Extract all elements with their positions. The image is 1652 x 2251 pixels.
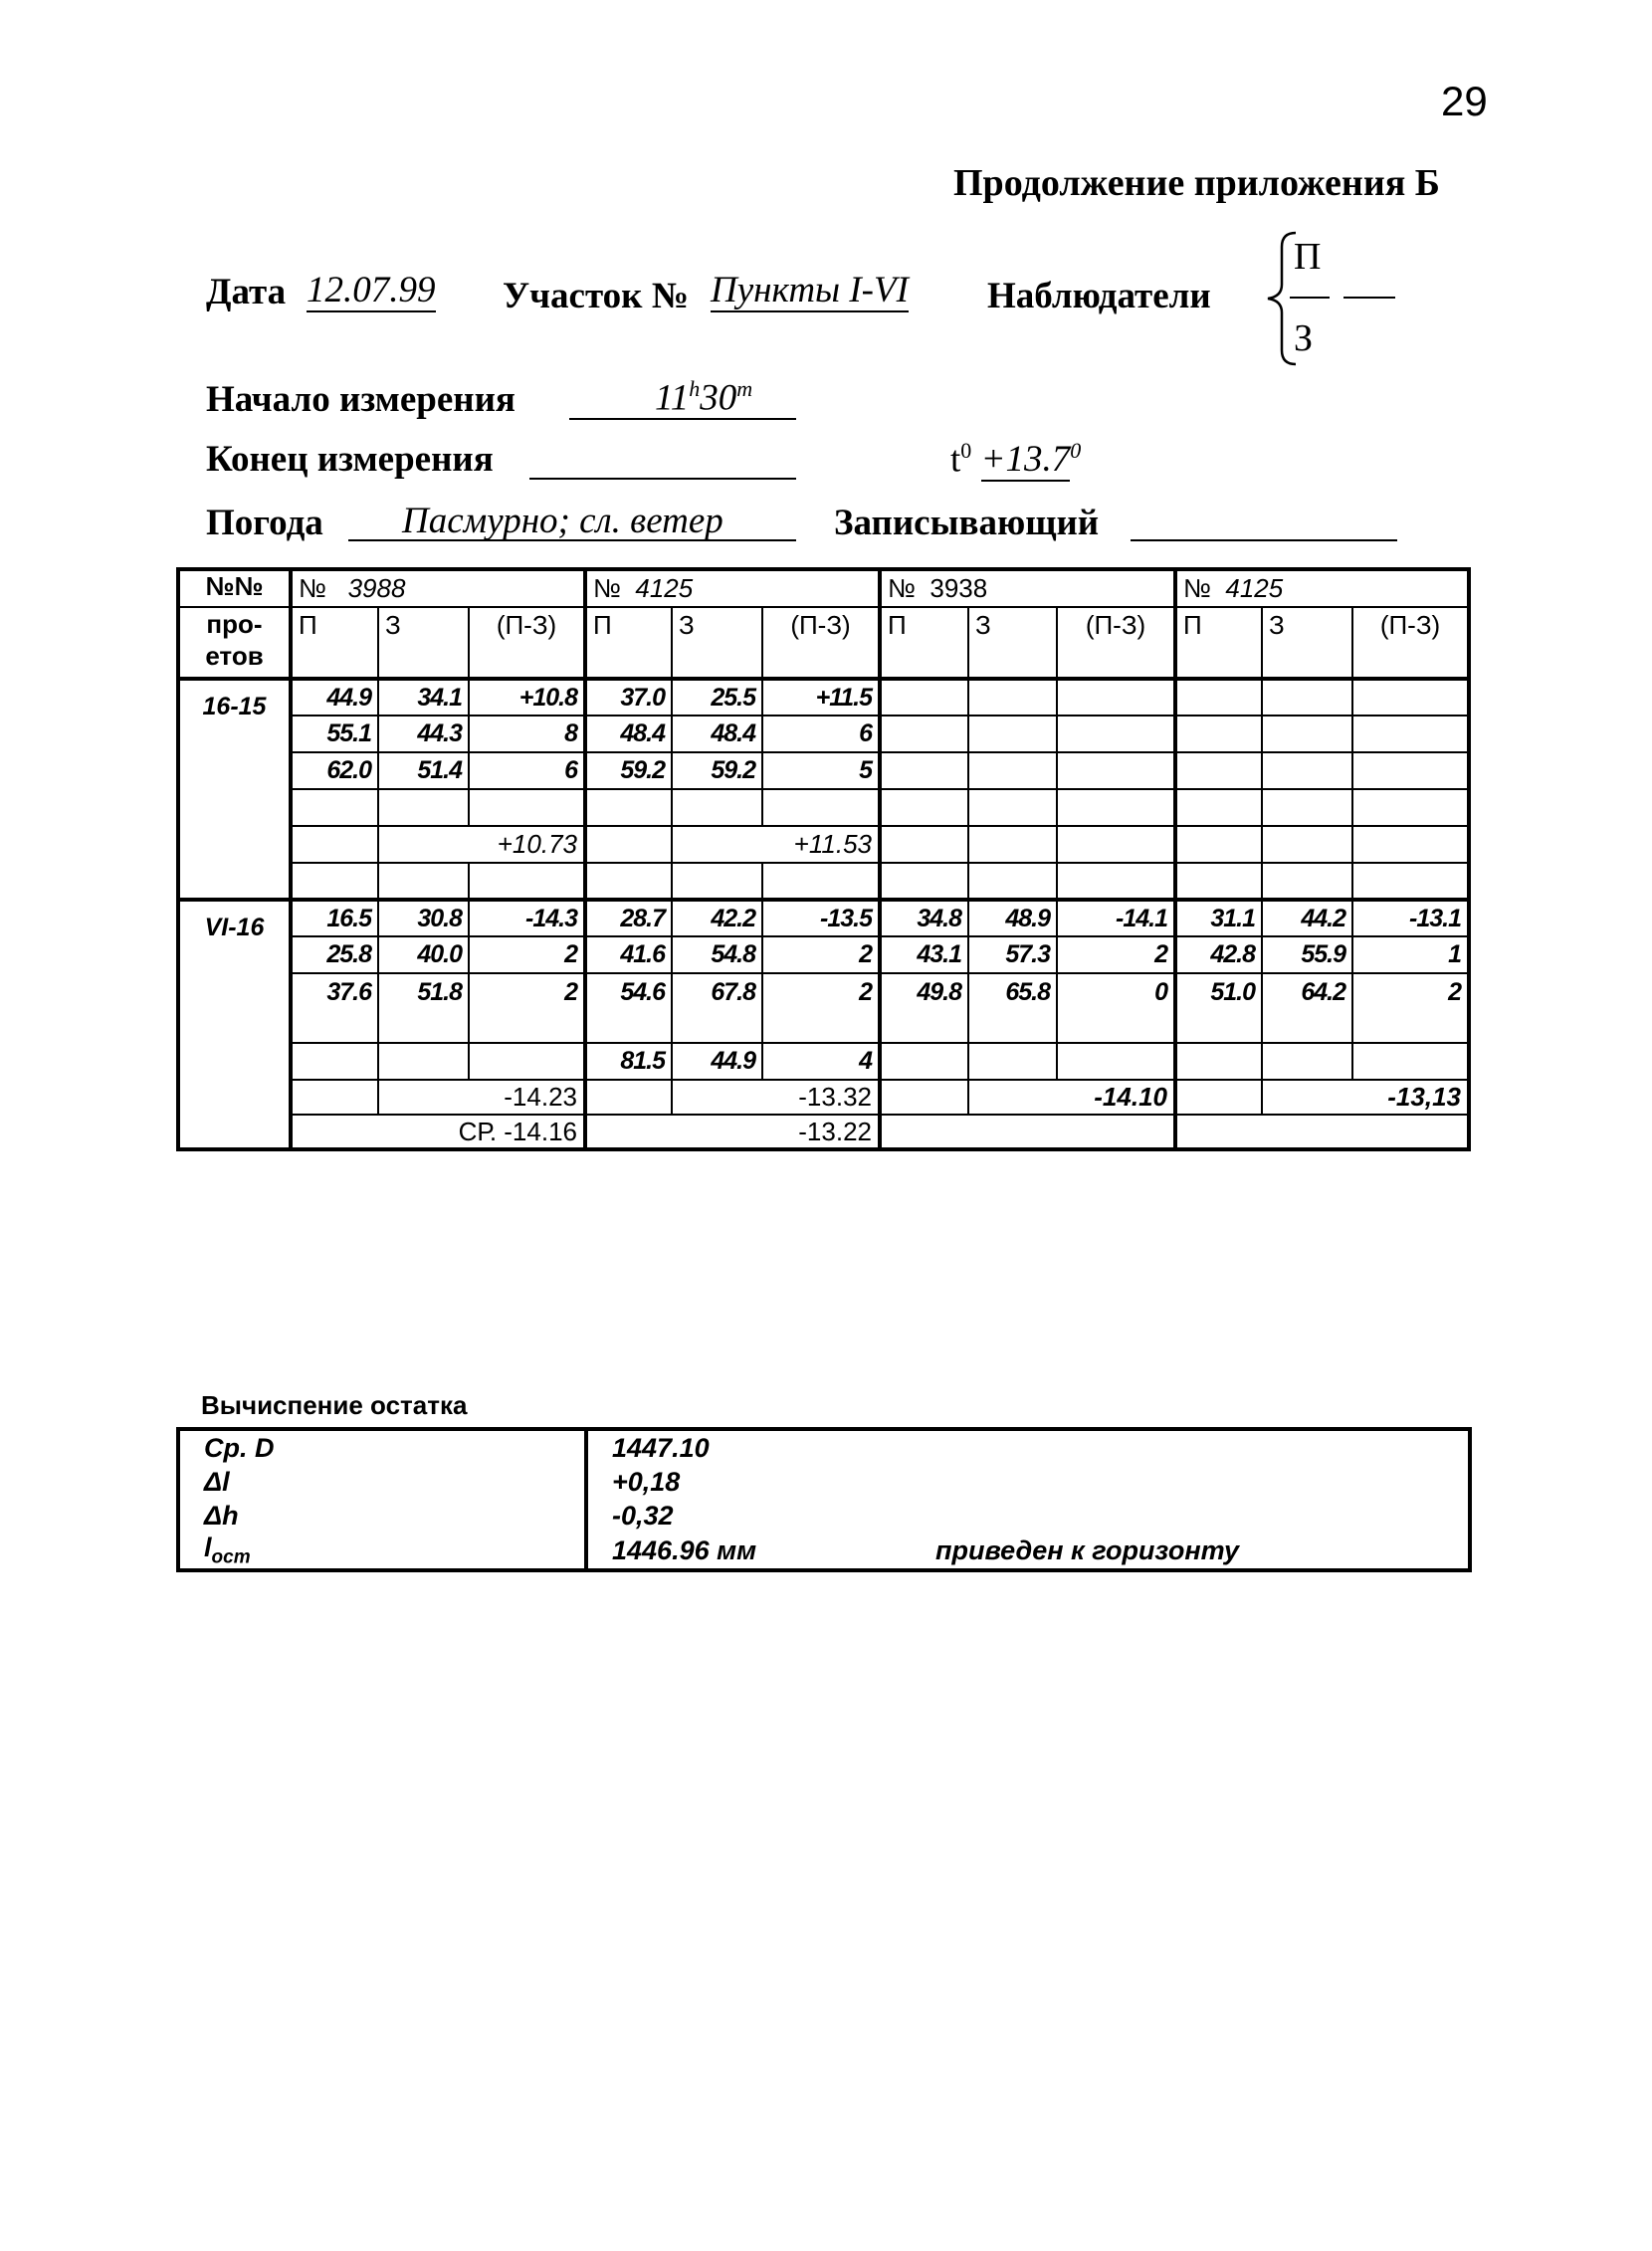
group-3-no: № <box>888 573 916 603</box>
cell: -13.5 <box>762 900 880 936</box>
empty-cell <box>378 1043 469 1080</box>
cell: 2 <box>469 973 585 1043</box>
empty-cell <box>672 789 762 826</box>
empty-cell <box>1175 1115 1469 1149</box>
empty-cell <box>880 716 968 752</box>
empty-cell <box>1057 863 1175 900</box>
temp-sup: 0 <box>960 438 972 463</box>
cell: 37.6 <box>291 973 378 1043</box>
empty-cell <box>1262 789 1352 826</box>
empty-cell <box>880 863 968 900</box>
empty-cell <box>880 789 968 826</box>
empty-cell <box>1057 826 1175 863</box>
col-p-2: П <box>585 607 672 679</box>
residual-label: Δh <box>204 1500 239 1531</box>
col-p-4: П <box>1175 607 1262 679</box>
cell: 43.1 <box>880 936 968 973</box>
empty-cell <box>1175 679 1262 716</box>
span2-mean-4: -13,13 <box>1262 1080 1469 1115</box>
start-label: Начало измерения <box>206 379 516 420</box>
empty-cell <box>1352 1043 1469 1080</box>
empty-cell <box>291 1080 378 1115</box>
empty-cell <box>1057 679 1175 716</box>
empty-cell <box>880 752 968 789</box>
start-value <box>655 376 752 419</box>
empty-cell <box>291 826 378 863</box>
residual-value: +0,18 <box>586 1465 1470 1499</box>
empty-cell <box>1262 716 1352 752</box>
col-diff-3: (П-З) <box>1057 607 1175 679</box>
cell: 44.2 <box>1262 900 1352 936</box>
empty-cell <box>1352 752 1469 789</box>
empty-cell <box>1175 752 1262 789</box>
cell: 51.0 <box>1175 973 1262 1043</box>
group-4-id: 4125 <box>1225 573 1284 603</box>
cell: 51.4 <box>378 752 469 789</box>
group-1-id: 3988 <box>347 573 406 603</box>
cell: 44.9 <box>291 679 378 716</box>
cell: 37.0 <box>585 679 672 716</box>
empty-cell <box>1175 1043 1262 1080</box>
col-p-1: П <box>291 607 378 679</box>
cell: 67.8 <box>672 973 762 1043</box>
cell: 2 <box>469 936 585 973</box>
residual-label: Δl <box>204 1466 230 1497</box>
empty-cell <box>1352 826 1469 863</box>
empty-cell <box>968 863 1057 900</box>
group-4-no: № <box>1183 573 1211 603</box>
cell: 40.0 <box>378 936 469 973</box>
empty-cell <box>469 1043 585 1080</box>
empty-cell <box>1352 716 1469 752</box>
group-header-2 <box>585 569 880 607</box>
cell: 6 <box>469 752 585 789</box>
cell: 6 <box>762 716 880 752</box>
empty-cell <box>762 789 880 826</box>
empty-cell <box>1175 789 1262 826</box>
observer-blank-line <box>1343 297 1395 299</box>
recorder-underline <box>1131 539 1397 541</box>
empty-cell <box>1352 679 1469 716</box>
date-value: 12.07.99 <box>307 270 436 310</box>
start-hours: 11 <box>655 377 690 419</box>
cell: 8 <box>469 716 585 752</box>
span-label-16-15: 16-15 <box>178 679 291 900</box>
observers-label: Наблюдатели <box>987 276 1211 316</box>
cell: 48.9 <box>968 900 1057 936</box>
residual-label <box>178 1533 586 1570</box>
cell: 25.8 <box>291 936 378 973</box>
empty-cell <box>968 789 1057 826</box>
empty-cell <box>469 789 585 826</box>
residual-table <box>176 1427 1472 1572</box>
span2-mean-2: -13.32 <box>672 1080 880 1115</box>
cell: 16.5 <box>291 900 378 936</box>
empty-cell <box>968 679 1057 716</box>
empty-cell <box>1057 752 1175 789</box>
group-2-no: № <box>593 573 621 603</box>
cell: 25.5 <box>672 679 762 716</box>
cell: 81.5 <box>585 1043 672 1080</box>
col-z-4: З <box>1262 607 1352 679</box>
date-label: Дата <box>206 272 287 312</box>
empty-cell <box>1352 863 1469 900</box>
end-underline <box>529 478 796 480</box>
cell: 2 <box>1057 936 1175 973</box>
residual-label-main: l <box>204 1533 212 1562</box>
observer-divider <box>1290 297 1330 299</box>
cell: 62.0 <box>291 752 378 789</box>
residual-value-text: 1446.96 мм <box>612 1535 757 1565</box>
empty-cell <box>1175 826 1262 863</box>
empty-cell <box>378 789 469 826</box>
appendix-title: Продолжение приложения Б <box>953 162 1440 204</box>
empty-cell <box>968 752 1057 789</box>
cell: 59.2 <box>585 752 672 789</box>
empty-cell <box>1352 789 1469 826</box>
empty-cell <box>585 1080 672 1115</box>
cell: 41.6 <box>585 936 672 973</box>
residual-value <box>586 1533 1470 1570</box>
cell: 44.9 <box>672 1043 762 1080</box>
start-h-sup: h <box>689 376 701 401</box>
residual-value: 1447.10 <box>586 1429 1470 1465</box>
cell: 44.3 <box>378 716 469 752</box>
average-1: СР. -14.16 <box>291 1115 585 1149</box>
residual-label-sub: ocm <box>211 1546 251 1568</box>
cell: 48.4 <box>672 716 762 752</box>
observer-p: П <box>1294 236 1322 278</box>
cell: 34.1 <box>378 679 469 716</box>
empty-cell <box>1057 716 1175 752</box>
empty-cell <box>880 1115 1175 1149</box>
span-header-sub <box>178 607 291 679</box>
group-header-1 <box>291 569 585 607</box>
span-header-mid: про- <box>206 609 263 639</box>
span1-mean-1: +10.73 <box>378 826 585 863</box>
cell: 28.7 <box>585 900 672 936</box>
empty-cell <box>880 679 968 716</box>
empty-cell <box>968 826 1057 863</box>
col-z-3: З <box>968 607 1057 679</box>
cell: -14.1 <box>1057 900 1175 936</box>
span1-mean-2: +11.53 <box>672 826 880 863</box>
empty-cell <box>291 863 378 900</box>
group-2-id: 4125 <box>635 573 694 603</box>
span2-mean-3: -14.10 <box>968 1080 1175 1115</box>
span2-mean-1: -14.23 <box>378 1080 585 1115</box>
col-z-2: З <box>672 607 762 679</box>
group-3-id: 3938 <box>929 573 988 603</box>
span-label-vi-16: VI-16 <box>178 900 291 1149</box>
empty-cell <box>1262 826 1352 863</box>
cell: 48.4 <box>585 716 672 752</box>
empty-cell <box>1262 752 1352 789</box>
cell: 30.8 <box>378 900 469 936</box>
section-value: Пункты I-VI <box>711 270 909 310</box>
col-p-3: П <box>880 607 968 679</box>
empty-cell <box>469 863 585 900</box>
cell: 64.2 <box>1262 973 1352 1043</box>
empty-cell <box>1175 716 1262 752</box>
empty-cell <box>672 863 762 900</box>
empty-cell <box>1262 1043 1352 1080</box>
empty-cell <box>968 1043 1057 1080</box>
cell: -13.1 <box>1352 900 1469 936</box>
cell: 51.8 <box>378 973 469 1043</box>
cell: 2 <box>762 936 880 973</box>
end-label: Конец измерения <box>206 439 494 480</box>
temperature <box>950 438 1081 481</box>
cell: +11.5 <box>762 679 880 716</box>
cell: 2 <box>762 973 880 1043</box>
cell: 59.2 <box>672 752 762 789</box>
cell: 42.8 <box>1175 936 1262 973</box>
weather-value: Пасмурно; сл. ветер <box>402 501 723 541</box>
col-z-1: З <box>378 607 469 679</box>
empty-cell <box>1262 679 1352 716</box>
cell: 1 <box>1352 936 1469 973</box>
average-2: -13.22 <box>585 1115 880 1149</box>
cell: -14.3 <box>469 900 585 936</box>
group-1-no: № <box>299 573 326 603</box>
empty-cell <box>880 1043 968 1080</box>
weather-label: Погода <box>206 503 323 543</box>
span-header-top: №№ <box>178 569 291 607</box>
residual-note: приведен к горизонту <box>935 1535 1239 1565</box>
cell: 4 <box>762 1043 880 1080</box>
empty-cell <box>378 863 469 900</box>
empty-cell <box>1057 789 1175 826</box>
cell: 5 <box>762 752 880 789</box>
measurement-table <box>176 567 1471 1151</box>
empty-cell <box>1175 863 1262 900</box>
group-header-4 <box>1175 569 1469 607</box>
empty-cell <box>968 716 1057 752</box>
page-number: 29 <box>1441 78 1488 124</box>
empty-cell <box>1175 1080 1262 1115</box>
empty-cell <box>1057 1043 1175 1080</box>
cell: 57.3 <box>968 936 1057 973</box>
group-header-3 <box>880 569 1175 607</box>
cell: 31.1 <box>1175 900 1262 936</box>
cell: 42.2 <box>672 900 762 936</box>
temp-value: +13.7 <box>980 439 1071 481</box>
cell: 54.6 <box>585 973 672 1043</box>
cell: 0 <box>1057 973 1175 1043</box>
empty-cell <box>585 789 672 826</box>
section-label: Участок № <box>503 276 689 316</box>
cell: 34.8 <box>880 900 968 936</box>
empty-cell <box>880 826 968 863</box>
empty-cell <box>291 1043 378 1080</box>
col-diff-1: (П-З) <box>469 607 585 679</box>
cell: 55.1 <box>291 716 378 752</box>
empty-cell <box>1262 863 1352 900</box>
empty-cell <box>585 863 672 900</box>
recorder-label: Записывающий <box>834 503 1100 543</box>
start-minutes: 30 <box>700 377 737 419</box>
residual-label: Ср. D <box>204 1432 275 1463</box>
empty-cell <box>585 826 672 863</box>
start-m-sup: m <box>736 376 753 401</box>
empty-cell <box>880 1080 968 1115</box>
cell: +10.8 <box>469 679 585 716</box>
cell: 65.8 <box>968 973 1057 1043</box>
observer-z: З <box>1294 317 1314 359</box>
col-diff-2: (П-З) <box>762 607 880 679</box>
cell: 2 <box>1352 973 1469 1043</box>
temp-value-sup: 0 <box>1070 438 1082 463</box>
residual-title: Вычиспение остатка <box>201 1390 468 1420</box>
col-diff-4: (П-З) <box>1352 607 1469 679</box>
span-header-bot: етов <box>205 641 264 671</box>
cell: 49.8 <box>880 973 968 1043</box>
residual-value: -0,32 <box>586 1499 1470 1533</box>
empty-cell <box>291 789 378 826</box>
temp-label: t <box>950 439 961 481</box>
empty-cell <box>762 863 880 900</box>
cell: 55.9 <box>1262 936 1352 973</box>
cell: 54.8 <box>672 936 762 973</box>
